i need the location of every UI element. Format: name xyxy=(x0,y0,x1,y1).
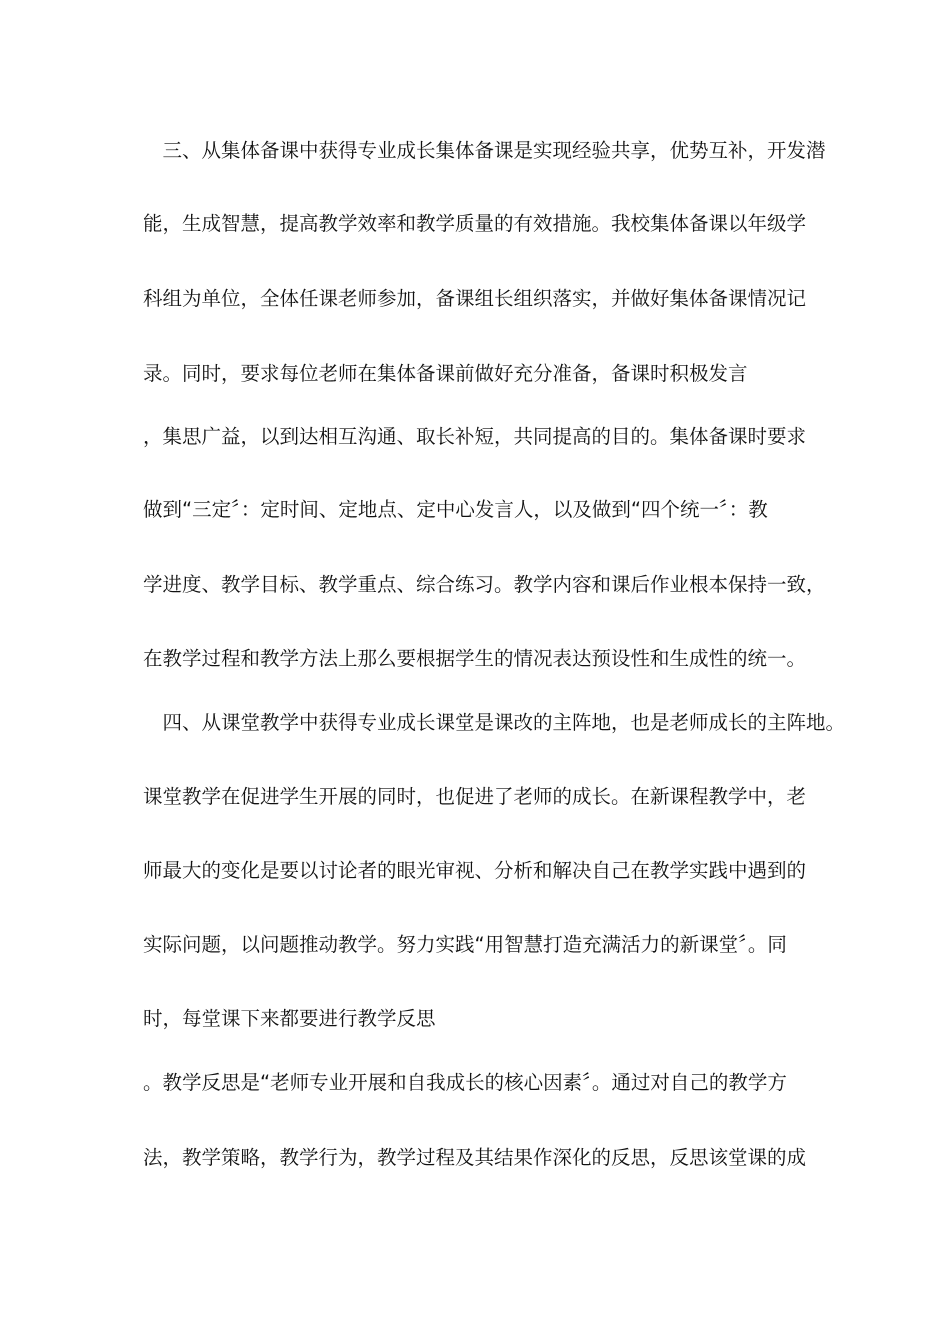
text-line: 时，每堂课下来都要进行教学反思 xyxy=(143,1007,436,1030)
text-line: 实际问题，以问题推动教学。努力实践“用智慧打造充满活力的新课堂〞。同 xyxy=(143,933,787,956)
text-line: 课堂教学在促进学生开展的同时，也促进了老师的成长。在新课程教学中，老 xyxy=(143,785,807,808)
text-line: 做到“三定〞：定时间、定地点、定中心发言人，以及做到“四个统一〞：教 xyxy=(143,498,768,521)
text-line: 三、从集体备课中获得专业成长集体备课是实现经验共享，优势互补，开发潜 xyxy=(143,139,826,162)
text-line: 科组为单位，全体任课老师参加，备课组长组织落实，并做好集体备课情况记 xyxy=(143,287,807,310)
text-line: 四、从课堂教学中获得专业成长课堂是课改的主阵地，也是老师成长的主阵地。 xyxy=(143,711,846,734)
text-line: 学进度、教学目标、教学重点、综合练习。教学内容和课后作业根本保持一致， xyxy=(143,573,826,596)
text-line: 录。同时，要求每位老师在集体备课前做好充分准备，备课时积极发言 xyxy=(143,362,748,385)
text-line: 在教学过程和教学方法上那么要根据学生的情况表达预设性和生成性的统一。 xyxy=(143,647,807,670)
text-line: 师最大的变化是要以讨论者的眼光审视、分析和解决自己在教学实践中遇到的 xyxy=(143,859,807,882)
text-line: ，集思广益，以到达相互沟通、取长补短，共同提高的目的。集体备课时要求 xyxy=(143,425,807,448)
text-line: 。教学反思是“老师专业开展和自我成长的核心因素〞。通过对自己的教学方 xyxy=(143,1071,787,1094)
text-line: 能，生成智慧，提高教学效率和教学质量的有效措施。我校集体备课以年级学 xyxy=(143,212,807,235)
text-line: 法，教学策略，教学行为，教学过程及其结果作深化的反思，反思该堂课的成 xyxy=(143,1146,807,1169)
